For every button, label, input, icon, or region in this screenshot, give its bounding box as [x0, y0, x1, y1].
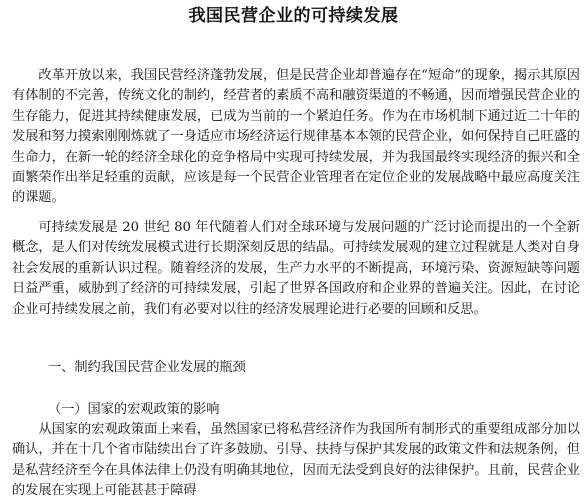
paragraph-sustainable-development: 可持续发展是 20 世纪 80 年代随着人们对全球环境与发展问题的广泛讨论而提出的一个全新概念，是人们对传统发展模式进行长期深刻反思的结晶。可持续发展观的建立过程就是人类对自身社会发展的重新认识过程。随着经济的发展，生产力水平的不断提高，环境污染、资源短缺等问题日益严重，威胁到了经济的可持续发展，引起了世界各国政府和企业界的普遍关注。因此，在讨论企业可持续发展之前，我们有必要对以往的经济发展理论进行必要的回顾和反思。 — [12, 220, 580, 317]
document-title: 我国民营企业的可持续发展 — [188, 6, 399, 26]
section-heading: 一、制约我国民营企业发展的瓶颈 — [48, 360, 246, 375]
paragraph-macro-policy: 从国家的宏观政策面上来看，虽然国家已将私营经济作为我国所有制形式的重要组成部分加以确认，并在十几个省市陆续出台了许多鼓励、引导、扶持与保护其发展的政策文件和法规条例，但是私营经济至今在具体法律上仍没有明确其地位，因而无法受到良好的法律保护。且前，民营企业的发展在实现上可能甚甚于障碍 — [12, 422, 580, 499]
paragraph-intro: 改革开放以来，我国民营经济蓬勃发展，但是民营企业却普遍存在“短命”的现象，揭示其原因有体制的不完善，传统文化的制约，经营者的素质不高和融资渠道的不畅通，因而增强民营企业的生存能力，促进其持续健康发展，已成为当前的一个紧迫任务。作为在市场机制下通过近二十年的发展和努力摸索刚刚炼就了一身适应市场经济运行规律基本本领的民营企业，如何保持自己旺盛的生命力，在新一轮的经济全球化的竞争格局中实现可持续发展，并为我国最终实现经济的振兴和全面繁荣作出举足轻重的贡献，应该是每一个民营企业管理者在定位企业的发展战略中最应高度关注的课题。 — [12, 68, 580, 206]
subsection-heading: （一）国家的宏观政策的影响 — [48, 402, 220, 417]
